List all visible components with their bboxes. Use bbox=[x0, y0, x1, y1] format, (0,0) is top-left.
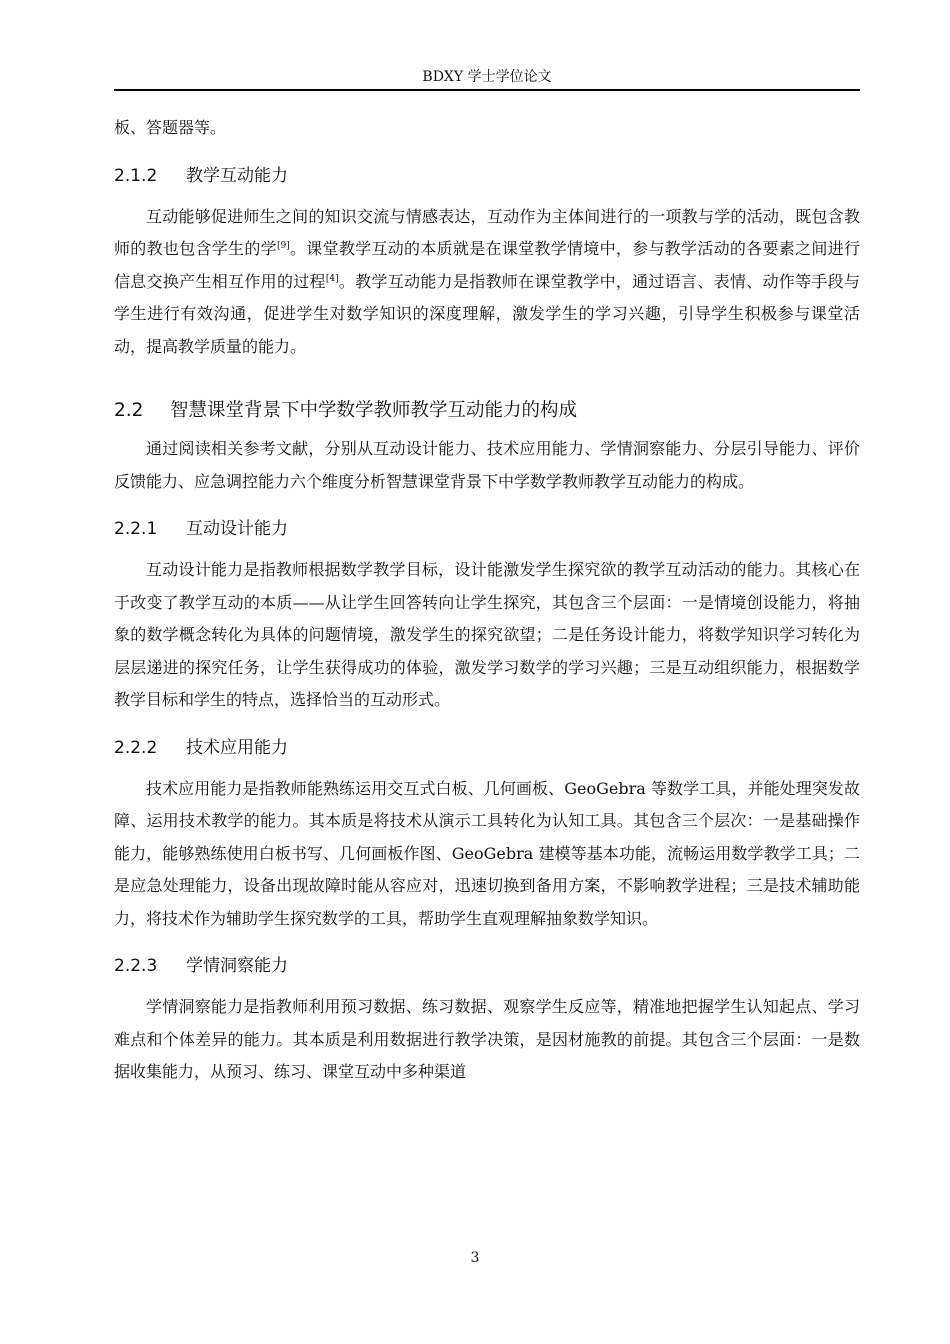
section-heading-2-2-1 bbox=[114, 512, 860, 546]
paragraph-2-2-1: 互动设计能力是指教师根据数学教学目标，设计能激发学生探究欲的教学互动活动的能力。其核心在于改变了教学互动的本质——从让学生回答转向让学生探究，其包含三个层面：一是情境创设能力，将抽象的数学概念转化为具体的问题情境，激发学生的探究欲望；二是任务设计能力，将数学知识学习转化为层层递进的探究任务，让学生获得成功的体验，激发学习数学的学习兴趣；三是互动组织能力，根据数学教学目标和学生的特点，选择恰当的互动形式。 bbox=[114, 560, 860, 709]
intro-line: 板、答题器等。 bbox=[114, 118, 227, 137]
paragraph-2-2: 通过阅读相关参考文献，分别从互动设计能力、技术应用能力、学情洞察能力、分层引导能力、评价反馈能力、应急调控能力六个维度分析智慧课堂背景下中学数学教师教学互动能力的构成。 bbox=[114, 439, 860, 491]
section-title: 智慧课堂背景下中学数学教师教学互动能力的构成 bbox=[170, 400, 578, 421]
paragraph-2-1-2 bbox=[114, 201, 860, 364]
page-body bbox=[114, 112, 860, 1089]
section-number: 2.2 bbox=[114, 400, 144, 421]
section-heading-2-1-2 bbox=[114, 159, 860, 193]
paragraph-text: 。教学互动能力是指教师在课堂教学中，通过语言、表情、动作等手段与学生进行有效沟通，促进学生对数学知识的深度理解，激发学生的学习兴趣，引导学生积极参与课堂活动，提高教学质量的能力。 bbox=[114, 271, 860, 356]
section-title: 技术应用能力 bbox=[186, 737, 288, 758]
section-title: 互动设计能力 bbox=[186, 519, 288, 539]
section-title: 学情洞察能力 bbox=[186, 956, 288, 976]
header-rule bbox=[114, 89, 860, 91]
section-title: 教学互动能力 bbox=[186, 165, 288, 186]
paragraph-2-2-3: 学情洞察能力是指教师利用预习数据、练习数据、观察学生反应等，精准地把握学生认知起点、学习难点和个体差异的能力。其本质是利用数据进行教学决策，是因材施教的前提。其包含三个层面：一是数据收集能力，从预习、练习、课堂互动中多种渠道 bbox=[114, 997, 860, 1081]
citation-ref: [9] bbox=[276, 241, 290, 251]
page-number: 3 bbox=[470, 1250, 480, 1266]
section-number: 2.2.3 bbox=[114, 956, 158, 976]
section-heading-2-2 bbox=[114, 393, 860, 429]
section-heading-2-2-2 bbox=[114, 731, 860, 765]
section-number: 2.2.2 bbox=[114, 737, 158, 758]
paragraph-2-2-2: 技术应用能力是指教师能熟练运用交互式白板、几何画板、GeoGebra 等数学工具，并能处理突发故障、运用技术教学的能力。其本质是将技术从演示工具转化为认知工具。其包含三个层次：一是基础操作能力，能够熟练使用白板书写、几何画板作图、GeoGebra 建模等基本功能，流畅运用数学教学工具；二是应急处理能力，设备出现故障时能从容应对，迅速切换到备用方案，不影响教学进程；三是技术辅助能力，将技术作为辅助学生探究数学的工具，帮助学生直观理解抽象数学知识。 bbox=[114, 778, 860, 928]
running-header: BDXY 学士学位论文 bbox=[422, 69, 552, 85]
paragraph-text: 。课堂教学互动的本质就是在课堂教学情境中，参与教学活动的各要素之间进行信息交换产生相互作用的过程 bbox=[114, 239, 860, 291]
paragraph-text: 互动能够促进师生之间的知识交流与情感表达，互动作为主体间进行的一项教与学的活动，既包含教师的教也包含学生的学 bbox=[114, 206, 860, 258]
citation-ref: [4] bbox=[325, 273, 339, 284]
section-number: 2.1.2 bbox=[114, 165, 158, 186]
section-heading-2-2-3 bbox=[114, 949, 860, 983]
section-number: 2.2.1 bbox=[114, 519, 158, 539]
